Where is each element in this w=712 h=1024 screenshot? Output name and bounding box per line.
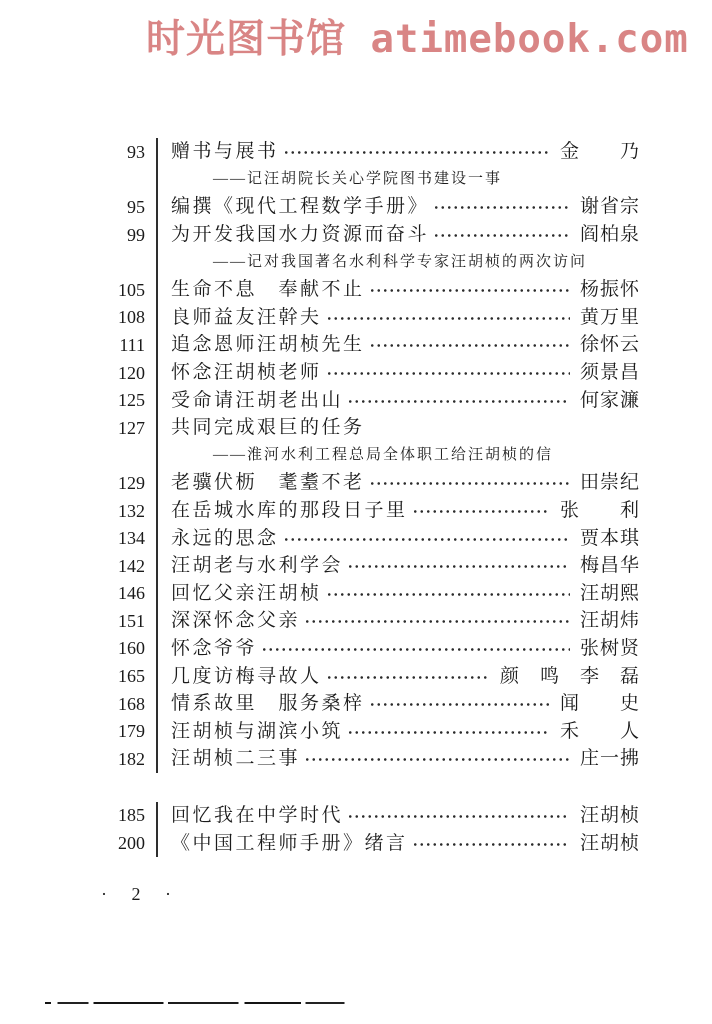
entry-author: 贾本琪 bbox=[579, 527, 640, 549]
dot-leader bbox=[326, 316, 570, 321]
entry-page-number: 160 bbox=[118, 638, 145, 659]
dot-leader bbox=[283, 150, 550, 155]
entry-title: 怀念爷爷 bbox=[171, 637, 258, 659]
entry-author: 闻 史 bbox=[559, 693, 640, 715]
toc-entry-row bbox=[100, 635, 640, 663]
entry-subtitle: ——记汪胡院长关心学院图书建设一事 bbox=[213, 170, 503, 187]
block-spacer bbox=[100, 773, 640, 802]
entry-page-number: 182 bbox=[118, 748, 145, 769]
entry-author: 颜 鸣 李 磊 bbox=[499, 665, 640, 687]
entry-title: 几度访梅寻故人 bbox=[171, 665, 322, 687]
entry-title: 汪胡桢与湖滨小筑 bbox=[171, 720, 344, 742]
page-number-footer: · 2 · bbox=[101, 884, 178, 904]
entry-author: 阎柏泉 bbox=[579, 224, 640, 246]
entry-content bbox=[156, 802, 640, 830]
dot-leader bbox=[283, 537, 570, 542]
entry-content bbox=[156, 138, 640, 166]
entry-title: 汪胡桢二三事 bbox=[171, 748, 301, 770]
entry-page-number: 108 bbox=[118, 307, 145, 328]
entry-author: 庄一拂 bbox=[579, 748, 640, 770]
entry-page-number: 127 bbox=[118, 417, 145, 438]
dot-leader bbox=[369, 702, 550, 707]
toc-entry-row bbox=[100, 221, 640, 249]
entry-page-number: 93 bbox=[127, 141, 145, 162]
dot-leader bbox=[347, 814, 570, 819]
entry-title: 在岳城水库的那段日子里 bbox=[171, 500, 408, 522]
entry-title: 《中国工程师手册》绪言 bbox=[171, 832, 408, 854]
entry-content bbox=[156, 414, 640, 442]
entry-author: 须景昌 bbox=[579, 362, 640, 384]
entry-content bbox=[156, 607, 640, 635]
dot-leader bbox=[412, 509, 550, 514]
entry-subtitle: ——记对我国著名水利科学专家汪胡桢的两次访问 bbox=[213, 253, 588, 270]
entry-title: 回忆我在中学时代 bbox=[171, 804, 344, 826]
entry-content bbox=[156, 442, 640, 470]
entry-author: 汪胡桢 bbox=[579, 832, 640, 854]
entry-author: 禾 人 bbox=[559, 720, 640, 742]
dot-leader bbox=[326, 371, 570, 376]
toc-entry-row bbox=[100, 414, 640, 442]
entry-content bbox=[156, 193, 640, 221]
entry-content bbox=[156, 745, 640, 773]
entry-content bbox=[156, 662, 640, 690]
entry-page-number: 111 bbox=[119, 334, 145, 355]
entry-title: 生命不息 奉献不止 bbox=[171, 279, 365, 301]
dot-leader bbox=[347, 730, 550, 735]
entry-title: 追念恩师汪胡桢先生 bbox=[171, 334, 365, 356]
entry-title: 汪胡老与水利学会 bbox=[171, 555, 344, 577]
dot-leader bbox=[304, 757, 570, 762]
toc-entry-row bbox=[100, 580, 640, 608]
dot-leader bbox=[369, 343, 570, 348]
entry-title: 老骥伏枥 耄耋不老 bbox=[171, 472, 365, 494]
toc-block-main bbox=[100, 138, 640, 773]
toc-entry-row bbox=[100, 276, 640, 304]
entry-title: 永远的思念 bbox=[171, 527, 279, 549]
entry-content bbox=[156, 497, 640, 525]
entry-page-number: 99 bbox=[127, 224, 145, 245]
entry-content bbox=[156, 580, 640, 608]
entry-title: 回忆父亲汪胡桢 bbox=[171, 582, 322, 604]
toc-subtitle-row bbox=[100, 248, 640, 276]
entry-author: 何家濂 bbox=[579, 389, 640, 411]
dot-leader bbox=[369, 481, 570, 486]
entry-page-number: 146 bbox=[118, 583, 145, 604]
entry-page-number: 120 bbox=[118, 362, 145, 383]
entry-title: 良师益友汪幹夫 bbox=[171, 306, 322, 328]
entry-author: 金 乃 bbox=[559, 141, 640, 163]
entry-page-number: 200 bbox=[118, 833, 145, 854]
toc-subtitle-row bbox=[100, 442, 640, 470]
toc-subtitle-row bbox=[100, 166, 640, 194]
entry-title: 赠书与展书 bbox=[171, 141, 279, 163]
entry-content bbox=[156, 829, 640, 857]
entry-content bbox=[156, 552, 640, 580]
entry-author: 杨振怀 bbox=[579, 279, 640, 301]
toc-entry-row bbox=[100, 386, 640, 414]
entry-title: 受命请汪胡老出山 bbox=[171, 389, 344, 411]
entry-page-number: 185 bbox=[118, 805, 145, 826]
entry-author: 田崇纪 bbox=[579, 472, 640, 494]
entry-content bbox=[156, 248, 640, 276]
toc-entry-row bbox=[100, 802, 640, 830]
entry-author: 梅昌华 bbox=[579, 555, 640, 577]
entry-page-number: 125 bbox=[118, 390, 145, 411]
entry-title: 为开发我国水力资源而奋斗 bbox=[171, 224, 430, 246]
toc-entry-row bbox=[100, 138, 640, 166]
dot-leader bbox=[261, 647, 570, 652]
toc-entry-row bbox=[100, 717, 640, 745]
entry-author: 汪胡炜 bbox=[579, 610, 640, 632]
toc-entry-row bbox=[100, 662, 640, 690]
toc-entry-row bbox=[100, 193, 640, 221]
table-of-contents bbox=[100, 138, 640, 857]
toc-entry-row bbox=[100, 524, 640, 552]
toc-entry-row bbox=[100, 359, 640, 387]
entry-title: 怀念汪胡桢老师 bbox=[171, 362, 322, 384]
entry-content bbox=[156, 524, 640, 552]
toc-block-appendix bbox=[100, 802, 640, 857]
entry-content bbox=[156, 386, 640, 414]
toc-entry-row bbox=[100, 690, 640, 718]
entry-page-number: 165 bbox=[118, 666, 145, 687]
entry-content bbox=[156, 304, 640, 332]
toc-entry-row bbox=[100, 497, 640, 525]
entry-title: 深深怀念父亲 bbox=[171, 610, 301, 632]
entry-author: 张树贤 bbox=[579, 637, 640, 659]
dot-leader bbox=[326, 592, 570, 597]
toc-entry-row bbox=[100, 829, 640, 857]
entry-content bbox=[156, 166, 640, 194]
entry-author: 黄万里 bbox=[579, 306, 640, 328]
entry-title: 情系故里 服务桑梓 bbox=[171, 693, 365, 715]
entry-author: 张 利 bbox=[559, 500, 640, 522]
dot-leader bbox=[304, 619, 570, 624]
entry-content bbox=[156, 635, 640, 663]
entry-page-number: 168 bbox=[118, 693, 145, 714]
entry-author: 徐怀云 bbox=[579, 334, 640, 356]
dot-leader bbox=[433, 233, 570, 238]
entry-page-number: 142 bbox=[118, 555, 145, 576]
entry-page-number: 129 bbox=[118, 472, 145, 493]
dot-leader bbox=[347, 399, 570, 404]
entry-page-number: 179 bbox=[118, 721, 145, 742]
toc-entry-row bbox=[100, 745, 640, 773]
entry-page-number: 134 bbox=[118, 528, 145, 549]
entry-page-number: 105 bbox=[118, 279, 145, 300]
entry-content bbox=[156, 331, 640, 359]
entry-content bbox=[156, 359, 640, 387]
toc-entry-row bbox=[100, 331, 640, 359]
entry-author: 汪胡桢 bbox=[579, 804, 640, 826]
entry-content bbox=[156, 690, 640, 718]
entry-subtitle: ——淮河水利工程总局全体职工给汪胡桢的信 bbox=[213, 446, 554, 463]
dot-leader bbox=[412, 842, 570, 847]
toc-entry-row bbox=[100, 607, 640, 635]
scan-artifact-line bbox=[45, 1001, 357, 1004]
toc-entry-row bbox=[100, 552, 640, 580]
entry-content bbox=[156, 717, 640, 745]
dot-leader bbox=[369, 288, 570, 293]
entry-page-number: 95 bbox=[127, 196, 145, 217]
entry-content bbox=[156, 221, 640, 249]
entry-page-number: 151 bbox=[118, 610, 145, 631]
watermark-text: 时光图书馆 atimebook.com bbox=[146, 17, 689, 62]
toc-entry-row bbox=[100, 304, 640, 332]
entry-title: 编撰《现代工程数学手册》 bbox=[171, 196, 430, 218]
entry-author: 谢省宗 bbox=[579, 196, 640, 218]
entry-content bbox=[156, 469, 640, 497]
entry-author: 汪胡熙 bbox=[579, 582, 640, 604]
entry-title: 共同完成艰巨的任务 bbox=[171, 417, 365, 439]
dot-leader bbox=[433, 205, 570, 210]
entry-page-number: 132 bbox=[118, 500, 145, 521]
toc-entry-row bbox=[100, 469, 640, 497]
dot-leader bbox=[326, 675, 490, 680]
dot-leader bbox=[347, 564, 570, 569]
entry-content bbox=[156, 276, 640, 304]
